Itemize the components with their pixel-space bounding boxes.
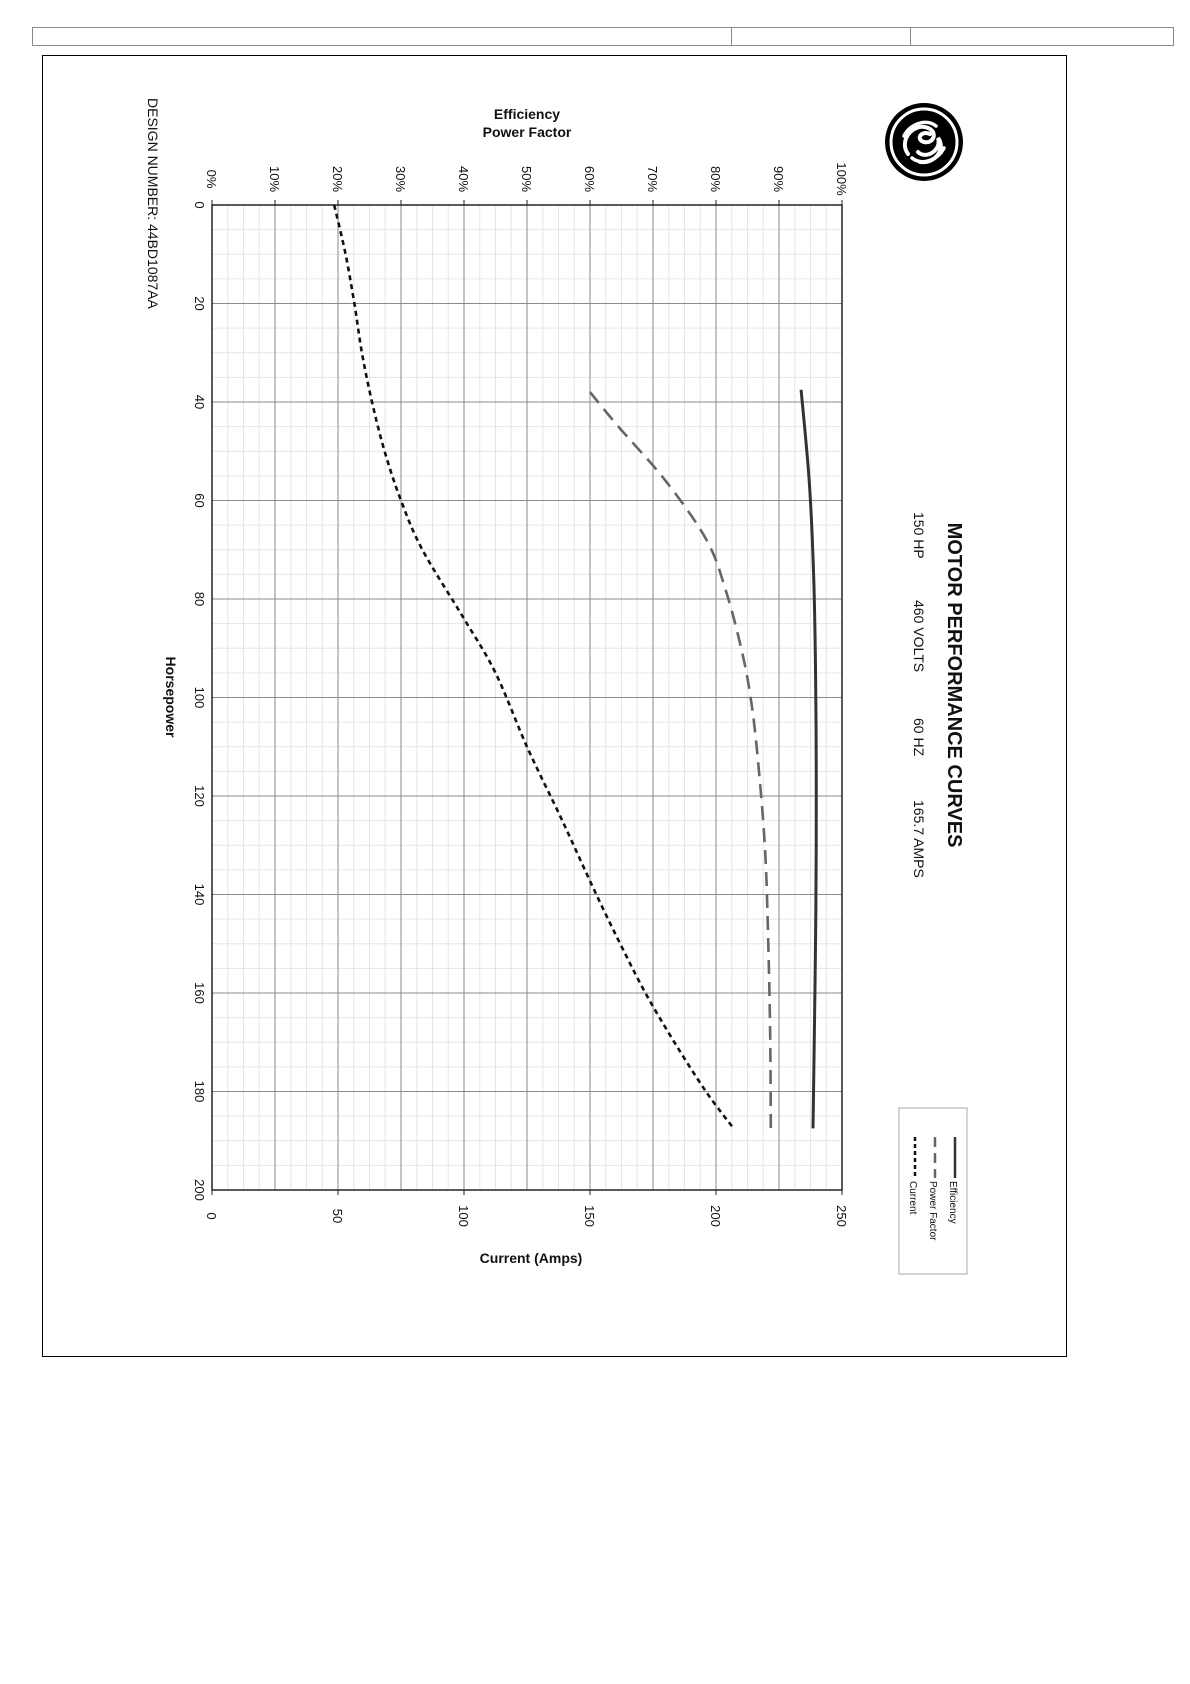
left-axis-tick-label: 20% [330, 165, 345, 193]
legend-label-efficiency: Efficiency [947, 1181, 958, 1224]
rating-hz: 60 HZ [911, 718, 927, 757]
right-axis-tick-label: 0 [204, 1212, 219, 1220]
legend [899, 1108, 967, 1274]
ge-logo [885, 103, 963, 181]
rating-hp: 150 HP [911, 512, 927, 559]
left-axis-title-1: Efficiency [493, 106, 561, 122]
left-axis-tick-label: 40% [456, 165, 471, 193]
x-axis-tick-label: 160 [192, 982, 207, 1004]
plot-area [192, 162, 849, 1226]
right-axis-tick-label: 50 [330, 1208, 345, 1224]
x-axis-tick-label: 200 [192, 1179, 207, 1201]
left-axis-tick-label: 10% [267, 165, 282, 193]
x-axis-tick-label: 80 [192, 591, 207, 607]
x-axis-tick-label: 40 [192, 394, 207, 410]
left-axis-tick-label: 80% [708, 165, 723, 193]
x-axis-tick-label: 180 [192, 1080, 207, 1103]
left-axis-tick-label: 50% [519, 165, 534, 193]
left-axis-tick-label: 100% [834, 162, 849, 196]
design-number: DESIGN NUMBER: 44BD1087AA [145, 98, 161, 309]
x-axis-tick-label: 100 [192, 686, 207, 709]
x-axis-tick-label: 140 [192, 883, 207, 906]
right-axis-tick-label: 200 [708, 1205, 723, 1227]
x-axis-tick-label: 60 [192, 493, 207, 508]
right-axis-title: Current (Amps) [479, 1250, 583, 1266]
rating-amps: 165.7 AMPS [911, 800, 927, 878]
legend-label-current: Current [907, 1181, 918, 1215]
left-axis-tick-label: 60% [582, 165, 597, 193]
legend-label-power-factor: Power Factor [927, 1181, 938, 1241]
right-axis-tick-label: 100 [456, 1205, 471, 1227]
left-axis-tick-label: 30% [393, 165, 408, 193]
x-axis-tick-label: 0 [192, 201, 207, 209]
right-axis-tick-label: 250 [834, 1205, 849, 1227]
right-axis-tick-label: 150 [582, 1205, 597, 1227]
left-axis-tick-label: 70% [645, 165, 660, 193]
left-axis-title-2: Power Factor [482, 124, 572, 140]
rating-volts: 460 VOLTS [911, 600, 927, 673]
series-line-current [334, 205, 733, 1128]
x-axis-title: Horsepower [163, 656, 179, 738]
left-axis-tick-label: 90% [771, 165, 786, 193]
chart-title: MOTOR PERFORMANCE CURVES [943, 522, 965, 848]
title-block [943, 523, 965, 848]
left-axis-tick-label: 0% [204, 169, 219, 189]
x-axis-tick-label: 20 [192, 296, 207, 311]
x-axis-tick-label: 120 [192, 785, 207, 807]
